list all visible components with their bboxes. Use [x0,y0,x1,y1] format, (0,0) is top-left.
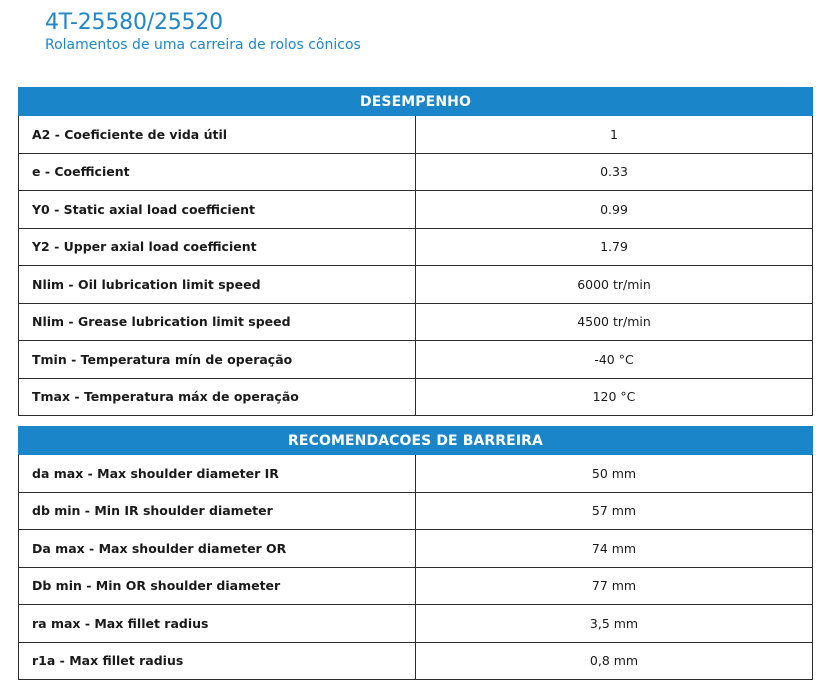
row-value: 74 mm [416,530,813,568]
table-row [19,492,813,530]
abutment-header-row [19,427,813,455]
abutment-recommendations-table [18,426,813,680]
table-row [19,153,813,191]
row-label: Y2 - Upper axial load coefficient [19,228,416,266]
product-header [45,10,361,54]
product-subtitle: Rolamentos de uma carreira de rolos cônicos [45,37,361,53]
table-row [19,116,813,154]
row-label: Y0 - Static axial load coefficient [19,191,416,229]
table-row [19,303,813,341]
table-row [19,567,813,605]
row-label: Tmax - Temperatura máx de operação [19,378,416,416]
table-row [19,530,813,568]
table-row [19,455,813,493]
row-label: Da max - Max shoulder diameter OR [19,530,416,568]
abutment-heading: RECOMENDACOES DE BARREIRA [19,427,813,455]
row-value: -40 °C [416,341,813,379]
row-value: 120 °C [416,378,813,416]
row-label: db min - Min IR shoulder diameter [19,492,416,530]
table-row [19,191,813,229]
row-label: da max - Max shoulder diameter IR [19,455,416,493]
row-label: Nlim - Oil lubrication limit speed [19,266,416,304]
table-row [19,642,813,680]
row-value: 1 [416,116,813,154]
row-value: 50 mm [416,455,813,493]
row-value: 57 mm [416,492,813,530]
row-label: Db min - Min OR shoulder diameter [19,567,416,605]
performance-table [18,87,813,416]
table-row [19,341,813,379]
row-value: 0.33 [416,153,813,191]
row-value: 0,8 mm [416,642,813,680]
row-value: 6000 tr/min [416,266,813,304]
table-row [19,228,813,266]
row-label: e - Coefficient [19,153,416,191]
table-row [19,266,813,304]
performance-header-row [19,88,813,116]
row-label: Nlim - Grease lubrication limit speed [19,303,416,341]
row-value: 4500 tr/min [416,303,813,341]
row-value: 0.99 [416,191,813,229]
row-value: 1.79 [416,228,813,266]
row-label: r1a - Max fillet radius [19,642,416,680]
table-row [19,378,813,416]
row-label: Tmin - Temperatura mín de operação [19,341,416,379]
performance-heading: DESEMPENHO [19,88,813,116]
row-label: ra max - Max fillet radius [19,605,416,643]
row-value: 77 mm [416,567,813,605]
row-label: A2 - Coeficiente de vida útil [19,116,416,154]
table-row [19,605,813,643]
product-title: 4T-25580/25520 [45,10,223,35]
row-value: 3,5 mm [416,605,813,643]
